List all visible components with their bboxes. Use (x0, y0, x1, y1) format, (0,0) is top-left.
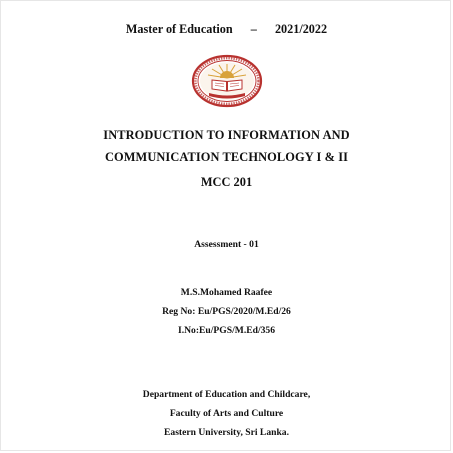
title-line-1: INTRODUCTION TO INFORMATION AND (103, 128, 350, 142)
program-name: Master of Education (125, 22, 233, 36)
department-name: Department of Education and Childcare, (142, 389, 311, 400)
faculty-name: Faculty of Arts and Culture (169, 408, 284, 419)
university-name: Eastern University, Sri Lanka. (164, 427, 289, 438)
course-code: MCC 201 (200, 175, 253, 189)
index-number: I.No:Eu/PGS/M.Ed/356 (177, 325, 276, 336)
registration-number: Reg No: Eu/PGS/2020/M.Ed/26 (162, 306, 291, 317)
title-line-2: COMMUNICATION TECHNOLOGY I & II (104, 150, 349, 164)
university-emblem-icon (191, 54, 263, 108)
academic-year: 2021/2022 (274, 22, 328, 36)
author-name: M.S.Mohamed Raafee (180, 287, 273, 298)
header-dash: – (250, 22, 257, 36)
program-header (0, 22, 453, 37)
assessment-label: Assessment - 01 (194, 239, 259, 250)
